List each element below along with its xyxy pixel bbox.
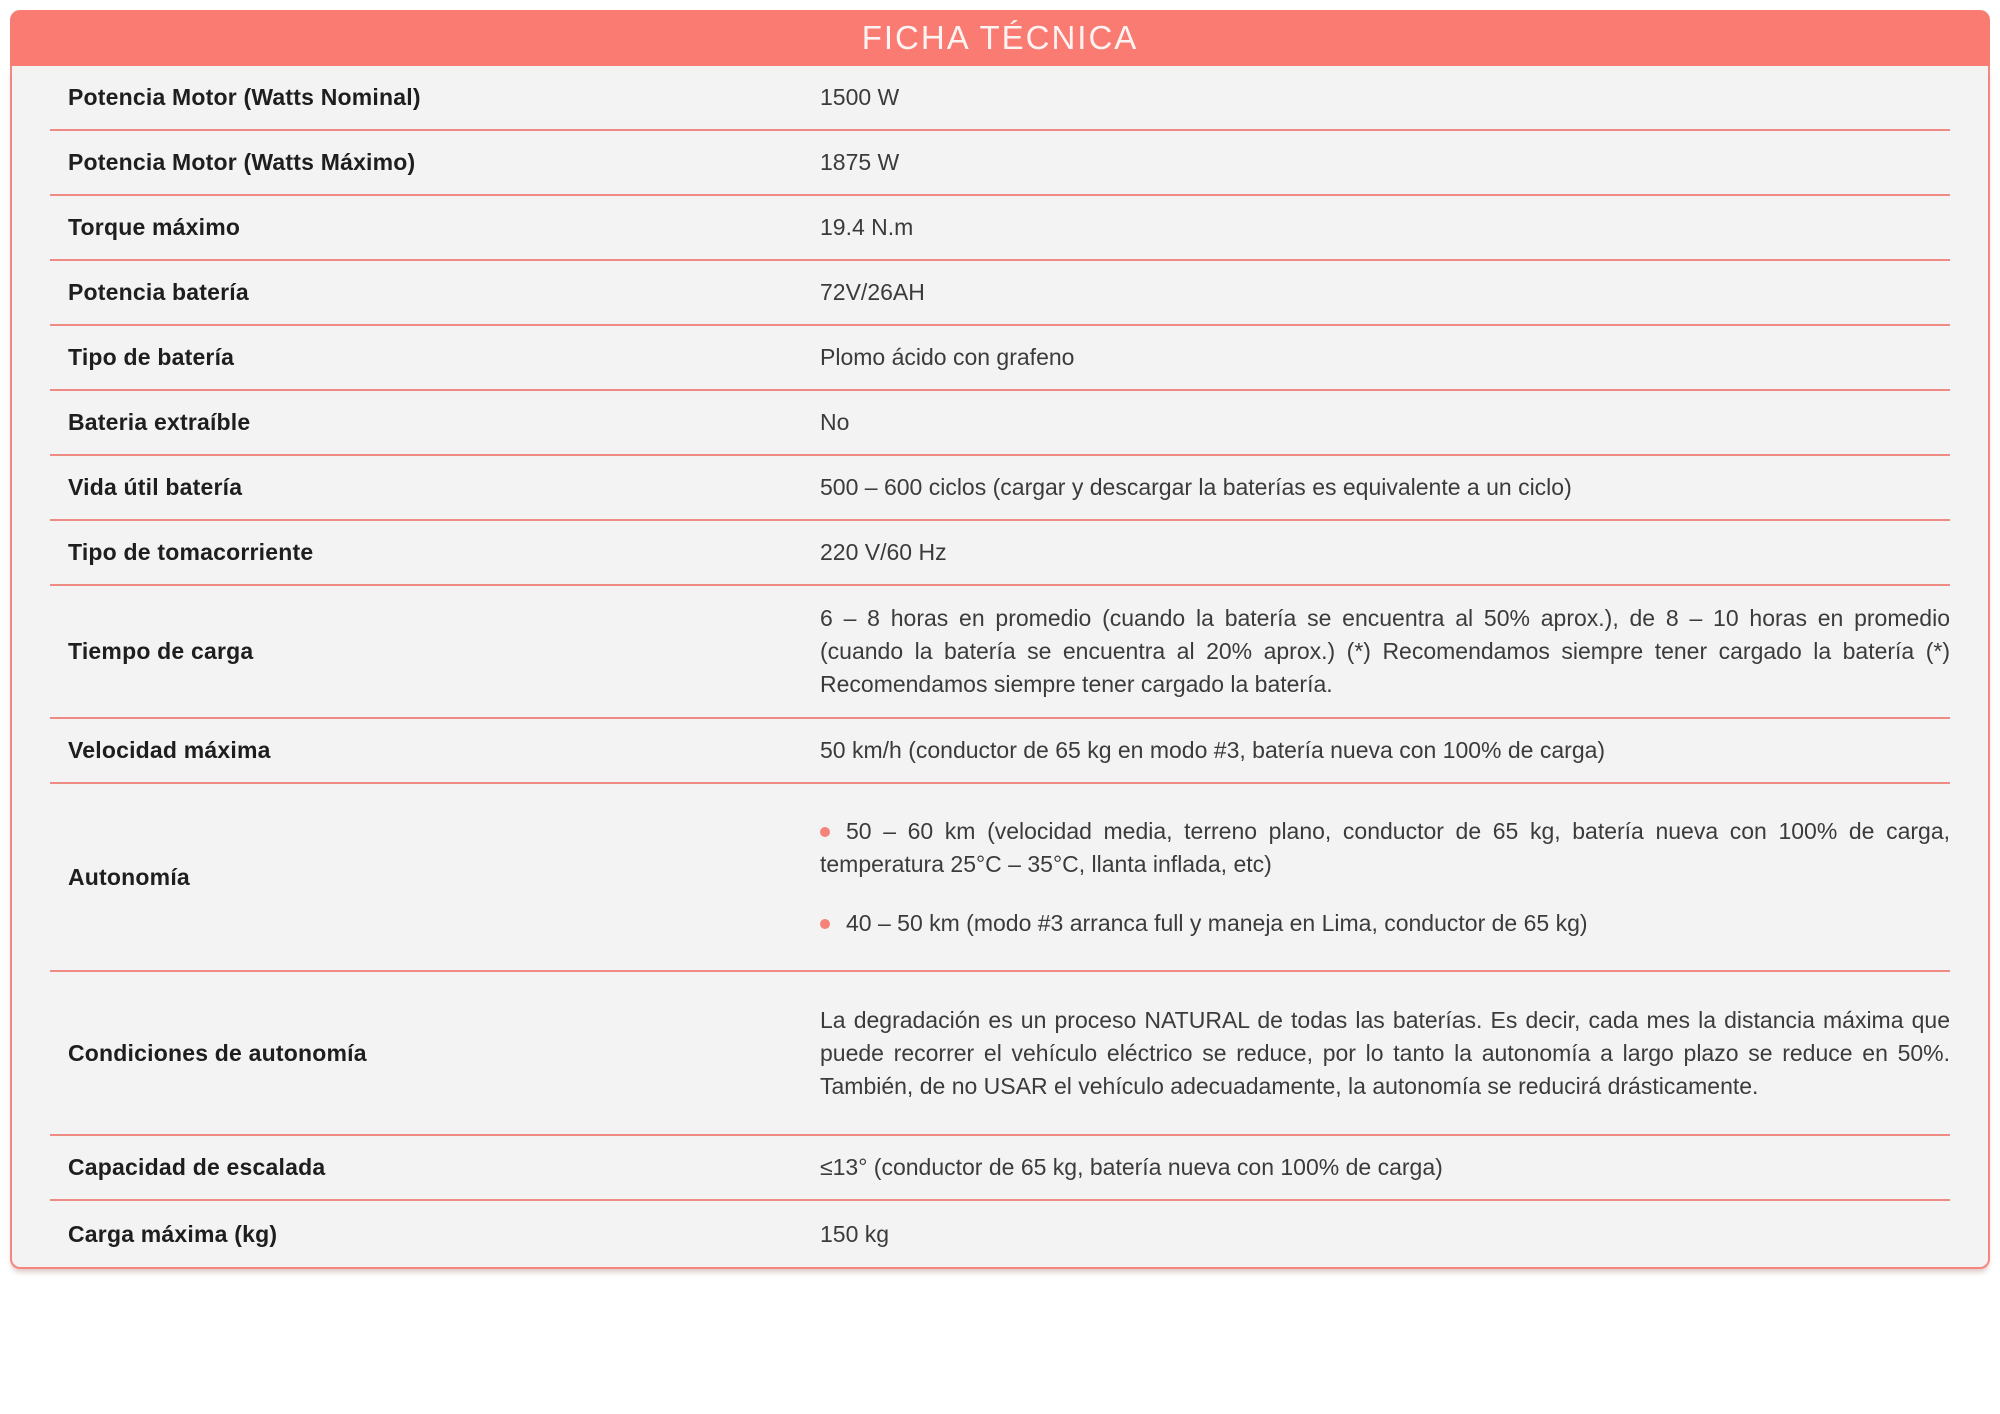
- spec-value-bullet-text: 50 – 60 km (velocidad media, terreno plano, conductor de 65 kg, batería nueva con 100% de carga, temperatura 25°C – 35°C, llanta inflada, etc): [820, 817, 1950, 877]
- table-row-tiempo-carga: [12, 586, 1988, 717]
- spec-value: 150 kg: [820, 1220, 890, 1247]
- spec-label: Potencia batería: [68, 279, 249, 305]
- table-row-potencia-bateria: [12, 261, 1988, 324]
- spec-value: [820, 815, 1988, 940]
- spec-sheet-header: [10, 10, 1990, 66]
- spec-value-bullet-text: 40 – 50 km (modo #3 arranca full y maneja en Lima, conductor de 65 kg): [846, 909, 1588, 936]
- spec-label: Tipo de tomacorriente: [68, 539, 314, 565]
- table-row-tipo-bateria: [12, 326, 1988, 389]
- spec-value: ≤13° (conductor de 65 kg, batería nueva con 100% de carga): [820, 1154, 1443, 1180]
- spec-value: 220 V/60 Hz: [820, 539, 947, 565]
- table-row-autonomia: [12, 784, 1988, 970]
- spec-table: [10, 66, 1990, 1269]
- table-row-tomacorriente: [12, 521, 1988, 584]
- spec-label: Carga máxima (kg): [68, 1220, 278, 1247]
- spec-label: Autonomía: [68, 863, 190, 890]
- spec-label: Capacidad de escalada: [68, 1154, 326, 1180]
- spec-value: Plomo ácido con grafeno: [820, 344, 1075, 370]
- spec-value: 50 km/h (conductor de 65 kg en modo #3, batería nueva con 100% de carga): [820, 737, 1606, 763]
- autonomia-bullet-item: [820, 815, 1950, 881]
- spec-value: 72V/26AH: [820, 279, 925, 305]
- spec-label: Bateria extraíble: [68, 409, 251, 435]
- spec-label: Potencia Motor (Watts Nominal): [68, 84, 421, 110]
- spec-label: Condiciones de autonomía: [68, 1039, 367, 1066]
- spec-label: Potencia Motor (Watts Máximo): [68, 149, 416, 175]
- spec-value: 500 – 600 ciclos (cargar y descargar la baterías es equivalente a un ciclo): [820, 474, 1572, 500]
- table-row-capacidad-escalada: [12, 1136, 1988, 1199]
- spec-value: 19.4 N.m: [820, 214, 914, 240]
- spec-value: 1500 W: [820, 84, 900, 110]
- spec-label: Tiempo de carga: [68, 638, 254, 664]
- table-row-velocidad-maxima: [12, 719, 1988, 782]
- bullet-icon: [820, 919, 830, 929]
- spec-value: 6 – 8 horas en promedio (cuando la batería se encuentra al 50% aprox.), de 8 – 10 horas en promedio (cuando la batería se encuentra al 20% aprox.) (*) Recomendamos siempre tener cargado la batería (*) Recomendamos siempre tener cargado la batería.: [820, 605, 1950, 697]
- spec-label: Tipo de batería: [68, 344, 235, 370]
- bullet-icon: [820, 827, 830, 837]
- autonomia-bullet-item: [820, 907, 1950, 940]
- spec-sheet-card: [10, 10, 1990, 1269]
- spec-label: Velocidad máxima: [68, 737, 271, 763]
- spec-value: La degradación es un proceso NATURAL de todas las baterías. Es decir, cada mes la distancia máxima que puede recorrer el vehículo eléctrico se reduce, por lo tanto la autonomía a largo plazo se reduce en 50%. También, de no USAR el vehículo adecuadamente, la autonomía se reducirá drásticamente.: [820, 1006, 1950, 1099]
- table-row-carga-maxima: [12, 1201, 1988, 1267]
- table-row-condiciones-autonomia: [12, 972, 1988, 1134]
- table-row-torque: [12, 196, 1988, 259]
- spec-label: Vida útil batería: [68, 474, 243, 500]
- spec-label: Torque máximo: [68, 214, 241, 240]
- table-row-vida-util: [12, 456, 1988, 519]
- table-row-potencia-maximo: [12, 131, 1988, 194]
- spec-value: No: [820, 409, 850, 435]
- page-title: FICHA TÉCNICA: [861, 19, 1139, 56]
- table-row-bateria-extraible: [12, 391, 1988, 454]
- spec-value: 1875 W: [820, 149, 900, 175]
- table-row-potencia-nominal: [12, 66, 1988, 129]
